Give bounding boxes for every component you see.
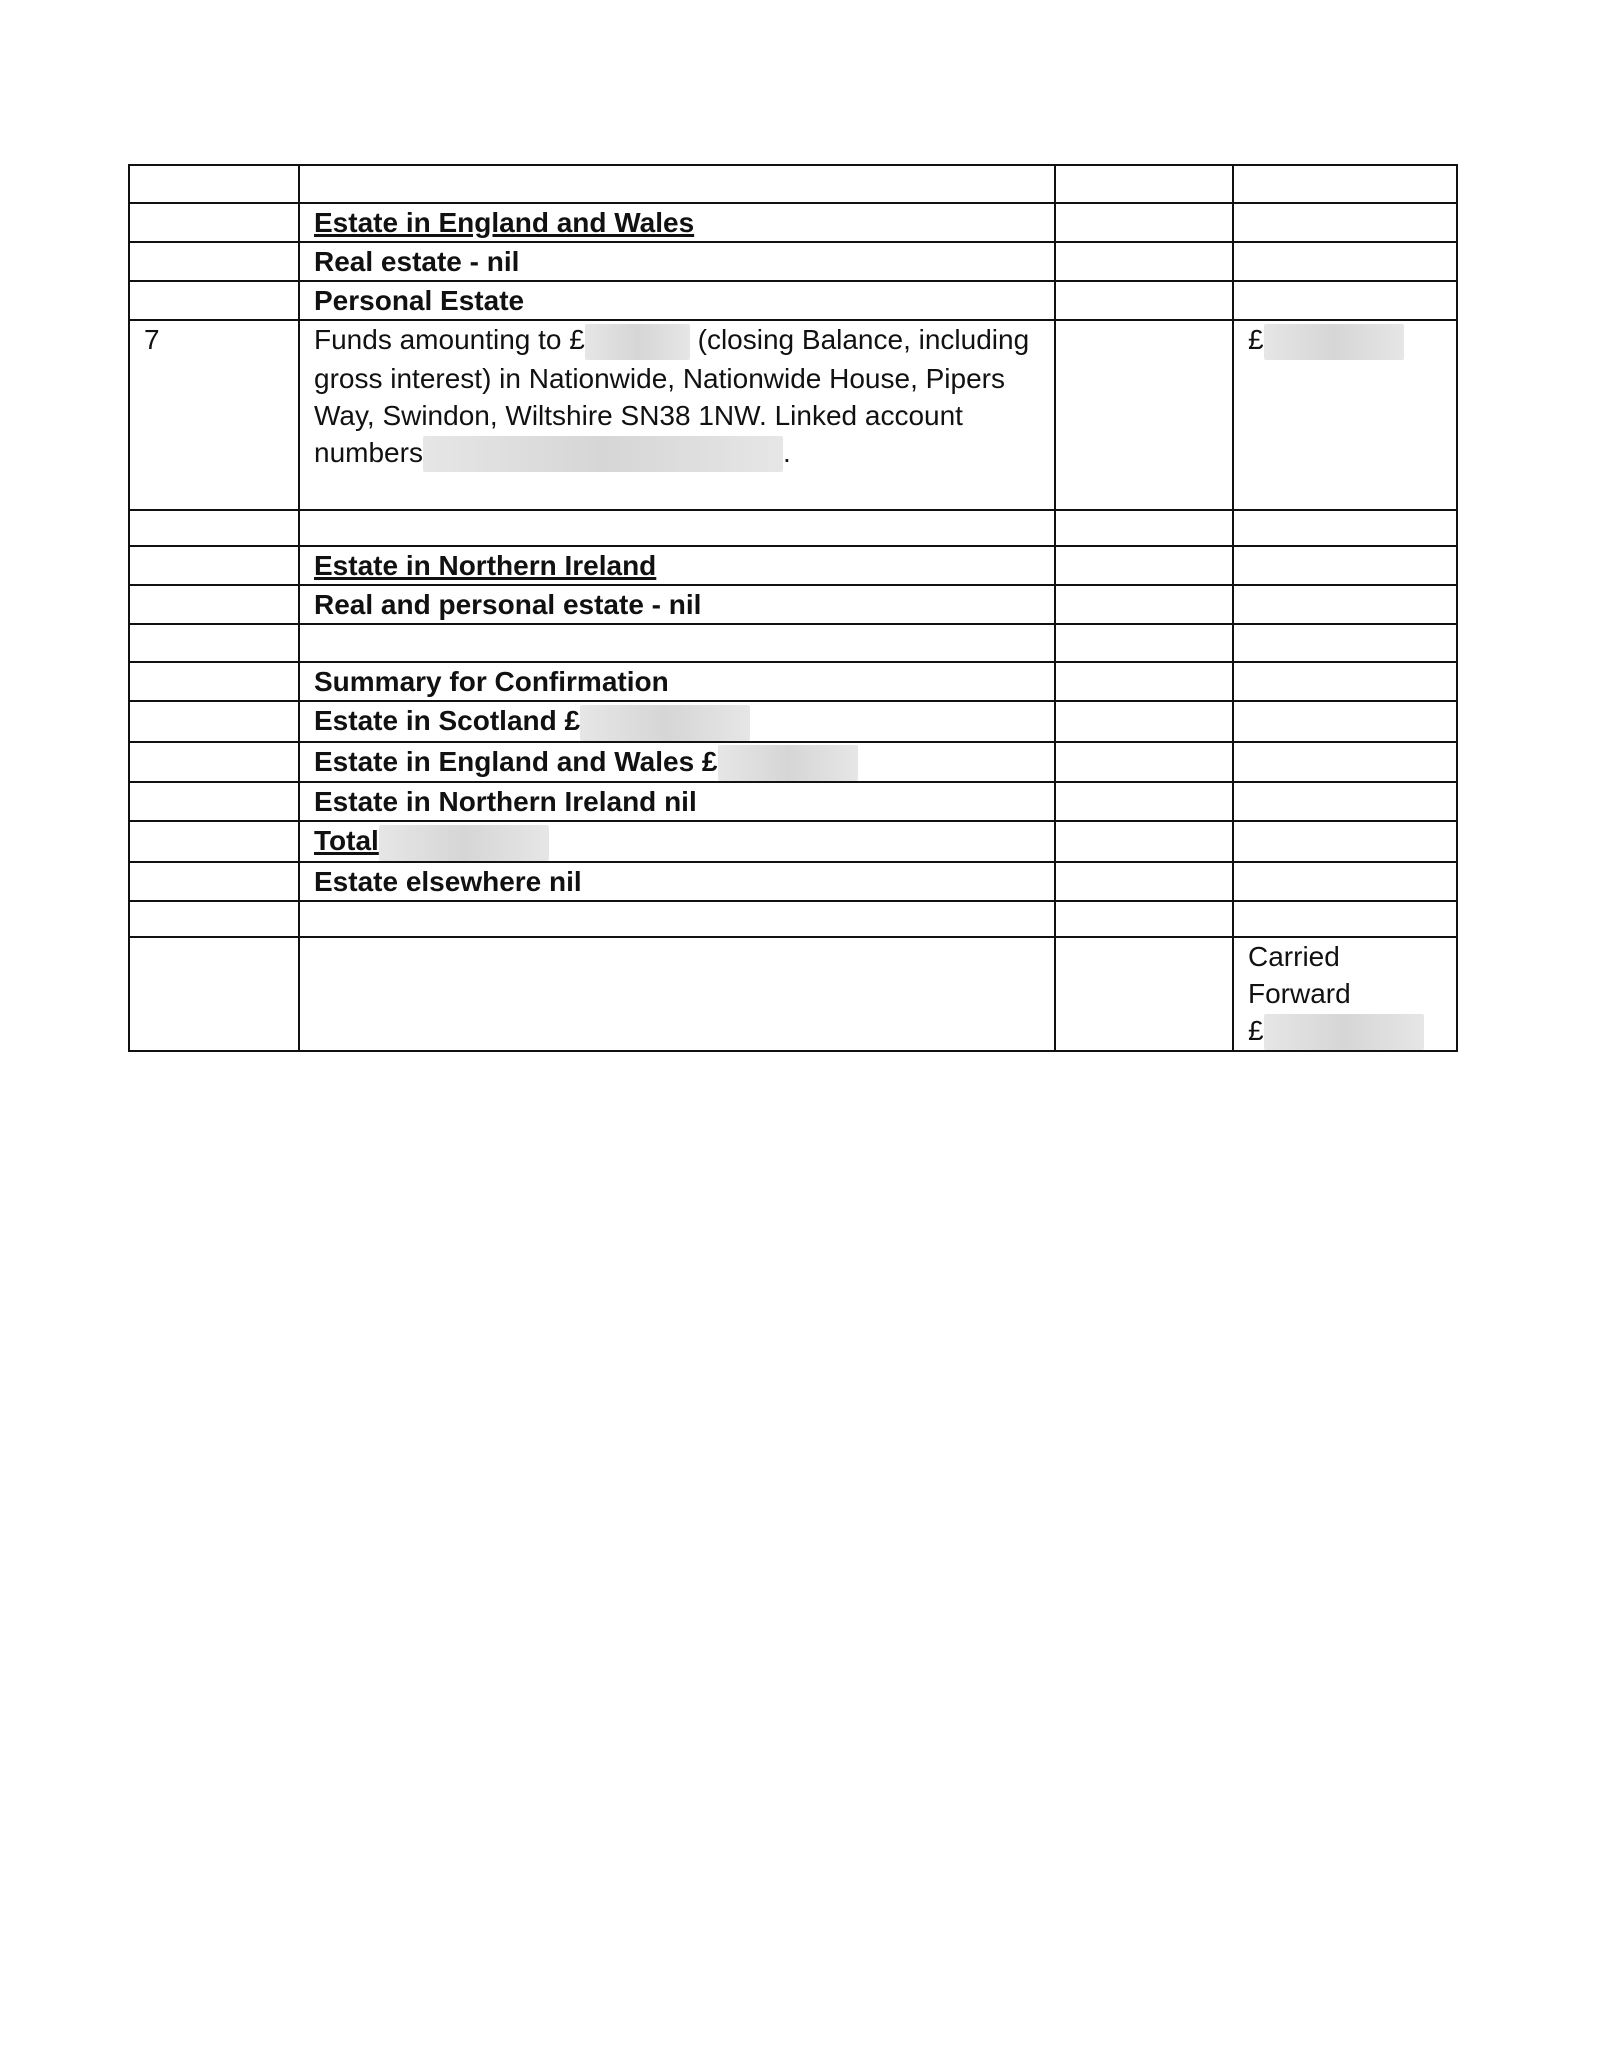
- table-row: [129, 782, 1457, 821]
- table-cell: [1055, 165, 1233, 203]
- summary-northern-ireland: Estate in Northern Ireland nil: [299, 782, 1055, 821]
- redaction-block: [379, 825, 549, 861]
- redaction-block: [585, 324, 690, 360]
- table-row: [129, 821, 1457, 862]
- carried-forward: Carried Forward £: [1233, 937, 1457, 1052]
- table-row: [129, 546, 1457, 585]
- table-row: [129, 701, 1457, 742]
- summary-scotland: Estate in Scotland £: [299, 701, 1055, 742]
- table-row: [129, 281, 1457, 320]
- table-row: [129, 585, 1457, 624]
- table-row: [129, 862, 1457, 901]
- table-row: [129, 242, 1457, 281]
- estate-table: [128, 164, 1458, 1052]
- table-row: [129, 624, 1457, 662]
- table-cell: [129, 165, 299, 203]
- item-description: Funds amounting to £ (closing Balance, including gross interest) in Nationwide, Nationwide House, Pipers Way, Swindon, Wiltshire SN38 1NW. Linked account numbers .: [299, 320, 1055, 510]
- redaction-block: [718, 745, 858, 781]
- summary-heading: Summary for Confirmation: [299, 662, 1055, 701]
- redaction-block: [580, 705, 750, 741]
- section-heading-northern-ireland: Estate in Northern Ireland: [314, 550, 657, 581]
- table-cell: [1233, 165, 1457, 203]
- section-heading-england-wales: Estate in England and Wales: [314, 207, 695, 238]
- item-number: 7: [129, 320, 299, 510]
- table-row: [129, 203, 1457, 242]
- ni-real-personal-text: Real and personal estate - nil: [299, 585, 1055, 624]
- table-row: [129, 742, 1457, 783]
- summary-total: Total: [299, 821, 1055, 862]
- summary-elsewhere: Estate elsewhere nil: [299, 862, 1055, 901]
- table-cell: [299, 165, 1055, 203]
- table-row: [129, 662, 1457, 701]
- table-row: [129, 937, 1457, 1052]
- redaction-block: [423, 436, 783, 472]
- redaction-block: [1264, 324, 1404, 360]
- ew-real-estate-text: Real estate - nil: [299, 242, 1055, 281]
- item-value: £: [1233, 320, 1457, 510]
- summary-england-wales: Estate in England and Wales £: [299, 742, 1055, 783]
- ew-personal-estate-heading: Personal Estate: [299, 281, 1055, 320]
- table-row: [129, 901, 1457, 937]
- table-row: [129, 165, 1457, 203]
- table-row: [129, 320, 1457, 510]
- redaction-block: [1264, 1014, 1424, 1050]
- table-row: [129, 510, 1457, 546]
